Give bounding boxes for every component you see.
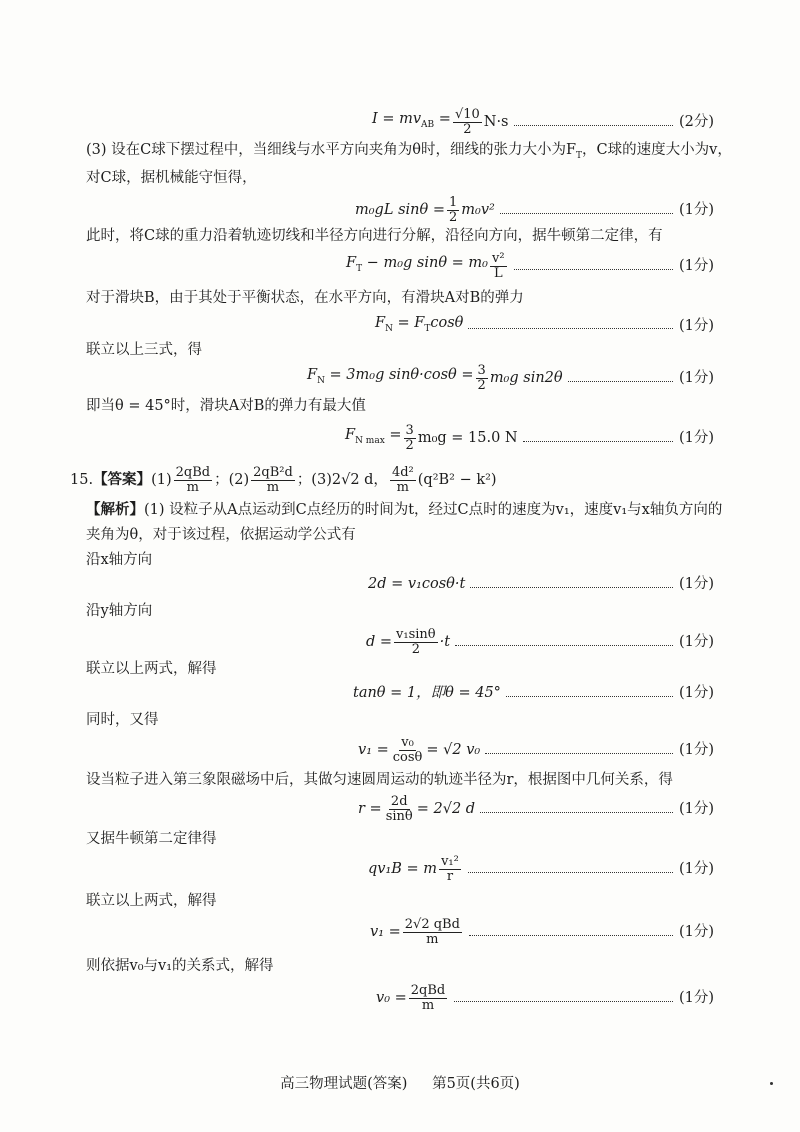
fraction: $\frac{\text{2qBd}}{m}$ (410, 983, 446, 1013)
question-15-answer: 15. 【答案】 (1) $\frac{\text{2qBd}}{m}$ ；(2) $\frac{\text{2qB²d}}{m}$ ；(3)2√2 d， $\frac{\text{4d²}}{m}$ (q²B² − k²) (70, 465, 497, 495)
dot-leader (455, 645, 673, 646)
fraction: $\frac{1}{2}$ (449, 195, 458, 225)
score: (2分) (678, 114, 714, 131)
equation-v0-result: v₀ = $\frac{\text{2qBd}}{m}$ (1分) (376, 983, 714, 1013)
equation-energy: m₀gL sinθ = $\frac{1}{2}$ m₀v² (1分) (355, 195, 714, 225)
paragraph-text: 联立以上两式，解得 (86, 661, 217, 677)
dot-leader (468, 328, 673, 329)
dot-leader (470, 587, 673, 588)
dot-leader (514, 269, 673, 270)
score: (1分) (678, 990, 714, 1007)
dot-leader (523, 441, 673, 442)
equation-radius: r = $\frac{2d}{\sin\theta}$ = 2√2 d (1分) (358, 794, 714, 824)
fraction: $\frac{3}{2}$ (405, 423, 414, 453)
dot-leader (485, 753, 673, 754)
fraction: $\frac{\text{v₁sinθ}}{2}$ (396, 627, 436, 657)
score: (1分) (678, 801, 714, 818)
fraction: $\frac{\text{v₀}}{\cos\theta}$ (392, 735, 423, 765)
dot-leader (500, 213, 673, 214)
score: (1分) (678, 861, 714, 878)
unit: N·s (483, 114, 509, 131)
eq-text: $I = mv_{AB}$ = (372, 111, 451, 131)
equation-angle: tanθ = 1，即θ = 45° (1分) (353, 685, 714, 701)
analysis-intro: 【解析】(1) 设粒子从A点运动到C点经历的时间为t，经过C点时的速度为v₁，速度v₁与x轴负方向的 (86, 501, 723, 518)
footer-title: 高三物理试题(答案) (280, 1076, 408, 1092)
fraction: $\frac{3}{2}$ (477, 363, 486, 393)
score: (1分) (678, 685, 714, 701)
analysis-cont: 夹角为θ，对于该过程，依据运动学公式有 (86, 527, 356, 543)
fraction: $\frac{\text{v₁²}}{r}$ (441, 854, 459, 884)
equation-combined: $F_N = 3m_0g$ sinθ·cosθ = $\frac{3}{2}$ m₀g sin2θ (1分) (307, 363, 714, 393)
score: (1分) (678, 576, 714, 592)
paragraph-text: 同时，又得 (86, 712, 159, 728)
question-number: 15. (70, 472, 94, 489)
score: (1分) (678, 258, 714, 275)
dot-leader (468, 872, 673, 873)
equation-impulse (372, 108, 714, 136)
equation-x-motion: 2d = v₁cosθ·t (1分) (368, 576, 714, 592)
score: (1分) (678, 634, 714, 651)
dot-leader (480, 812, 673, 813)
score: (1分) (678, 202, 714, 219)
equation-normal-force: $F_N = F_T\cos\theta$ (1分) (375, 315, 714, 334)
equation-lorentz: qv₁B = m $\frac{\text{v₁²}}{r}$ (1分) (368, 854, 714, 884)
answer-tag: 【答案】 (93, 471, 152, 489)
score: (1分) (678, 370, 714, 387)
paragraph-text: 联立以上三式，得 (86, 342, 202, 358)
dot-leader (506, 696, 673, 697)
fraction: $\frac{2d}{\sin\theta}$ (385, 794, 413, 824)
score: (1分) (678, 317, 714, 334)
paragraph-text: 联立以上两式，解得 (86, 893, 217, 909)
fraction: $\frac{\text{v²}}{L}$ (491, 251, 505, 281)
paragraph-text: 则依据v₀与v₁的关系式，解得 (86, 958, 274, 974)
score: (1分) (678, 924, 714, 941)
score: (1分) (678, 742, 714, 759)
equation-v1-result: v₁ = $\frac{\text{2√2 qBd}}{m}$ (1分) (370, 917, 714, 947)
paragraph-text: 此时，将C球的重力沿着轨迹切线和半径方向进行分解，沿径向方向，据牛顿第二定律，有 (86, 228, 663, 244)
equation-newton-radial: $F_T - m_0g$ sinθ = m₀ $\frac{\text{v²}}{L}$ (1分) (346, 251, 714, 281)
fraction: $\frac{\text{2√2 qBd}}{m}$ (404, 917, 460, 947)
dot-leader (454, 1001, 673, 1002)
paragraph-text: 沿x轴方向 (86, 552, 153, 568)
paragraph-text: 又据牛顿第二定律得 (86, 831, 217, 847)
paragraph-text: 对于滑块B，由于其处于平衡状态，在水平方向，有滑块A对B的弹力 (86, 290, 524, 306)
analysis-tag: 【解析】 (86, 501, 144, 518)
score: (1分) (678, 430, 714, 447)
paragraph-3-intro: (3) 设在C球下摆过程中，当细线与水平方向夹角为θ时，细线的张力大小为$F_T$，C球的速度大小为v， (86, 142, 732, 161)
fraction: $\frac{√10}{2}$ (454, 107, 480, 137)
equation-max-force: $F_{N max}$ = $\frac{3}{2}$ m₀g = 15.0 N (1分) (345, 423, 714, 453)
page-footer (0, 1072, 800, 1093)
paragraph-text: 沿y轴方向 (86, 603, 153, 619)
paragraph-3-cont: 对C球，据机械能守恒得， (86, 170, 257, 186)
equation-v1: v₁ = $\frac{\text{v₀}}{\cos\theta}$ = √2 v₀ (1分) (358, 735, 714, 765)
dot-leader (469, 935, 673, 936)
scan-mark (770, 1082, 773, 1085)
paragraph-text: 即当θ = 45°时，滑块A对B的弹力有最大值 (86, 398, 366, 414)
paragraph-text: 设当粒子进入第三象限磁场中后，其做匀速圆周运动的轨迹半径为r，根据图中几何关系，得 (86, 772, 673, 788)
dot-leader (568, 381, 673, 382)
footer-page-number: 第5页(共6页) (432, 1076, 520, 1092)
equation-y-motion: d = $\frac{\text{v₁sinθ}}{2}$ ·t (1分) (366, 627, 714, 657)
dot-leader (514, 125, 673, 126)
